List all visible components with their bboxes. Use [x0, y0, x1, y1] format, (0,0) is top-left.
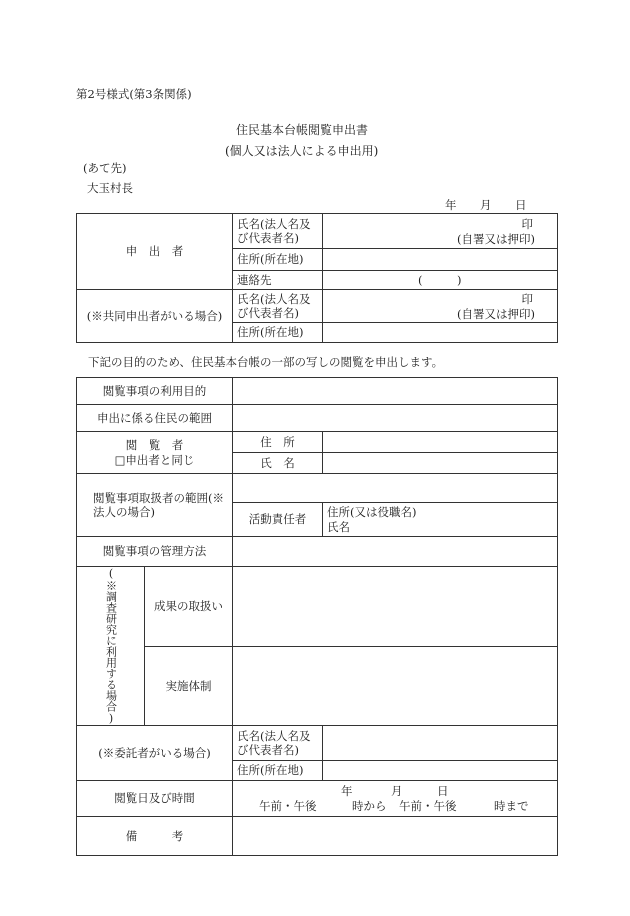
contractor-label: (※委託者がいる場合) — [77, 726, 233, 781]
management-label: 閲覧事項の管理方法 — [77, 537, 233, 567]
date-month: 月 — [480, 198, 492, 212]
applicant-label: 申 出 者 — [77, 214, 233, 290]
activity-manager-field[interactable]: 住所(又は役職名) 氏名 — [323, 503, 558, 537]
joint-name-field[interactable] — [323, 290, 558, 323]
dt-to: 時まで — [494, 799, 529, 813]
research-label: (※調査研究に利用する場合) — [77, 567, 145, 726]
joint-address-field[interactable] — [323, 323, 558, 343]
dt-day: 日 — [437, 784, 449, 798]
applicant-address-label: 住所(所在地) — [233, 249, 323, 271]
form-subtitle: (個人又は法人による申出用) — [225, 144, 379, 158]
applicant-name-label: 氏名(法人名及び代表者名) — [233, 214, 323, 249]
joint-seal-mark: 印 — [521, 292, 533, 306]
dt-ampm-from: 午前・午後 — [259, 799, 317, 813]
handler-field[interactable] — [233, 474, 558, 503]
dt-month: 月 — [391, 784, 403, 798]
viewer-label: 閲 覧 者 □申出者と同じ — [77, 432, 233, 474]
intro-text: 下記の目的のため、住民基本台帳の一部の写しの閲覧を申出します。 — [88, 355, 444, 369]
purpose-label: 閲覧事項の利用目的 — [77, 378, 233, 405]
system-field[interactable] — [233, 646, 558, 726]
viewer-name-field[interactable] — [323, 453, 558, 474]
joint-name-label: 氏名(法人名及び代表者名) — [233, 290, 323, 323]
scope-label: 申出に係る住民の範囲 — [77, 405, 233, 432]
addressee-label: (あて先) — [83, 161, 127, 175]
contact-label: 連絡先 — [233, 271, 323, 290]
contact-field[interactable]: ( ) — [323, 271, 558, 290]
applicant-name-field[interactable] — [323, 214, 558, 249]
scope-field[interactable] — [233, 405, 558, 432]
dt-year: 年 — [341, 784, 353, 798]
form-number: 第2号様式(第3条関係) — [76, 87, 192, 101]
date-day: 日 — [515, 198, 527, 212]
handler-label: 閲覧事項取扱者の範囲(※法人の場合) — [77, 474, 233, 537]
viewer-name-label: 氏 名 — [233, 453, 323, 474]
datetime-field[interactable] — [233, 781, 558, 817]
seal-mark: 印 — [521, 217, 533, 231]
form-title: 住民基本台帳閲覧申出書 — [236, 123, 369, 137]
joint-applicant-label: (※共同申出者がいる場合) — [77, 290, 233, 343]
dt-from: 時から — [352, 799, 387, 813]
viewer-address-label: 住 所 — [233, 432, 323, 453]
applicant-table — [76, 213, 558, 343]
remarks-field[interactable] — [233, 817, 558, 856]
system-label: 実施体制 — [145, 646, 233, 726]
contractor-name-label: 氏名(法人名及び代表者名) — [233, 726, 323, 761]
activity-manager-label: 活動責任者 — [233, 503, 323, 537]
contractor-address-field[interactable] — [323, 761, 558, 781]
same-as-applicant-checkbox[interactable]: □申出者と同じ — [114, 452, 195, 467]
purpose-field[interactable] — [233, 378, 558, 405]
results-label: 成果の取扱い — [145, 567, 233, 647]
detail-table — [76, 377, 558, 856]
applicant-address-field[interactable] — [323, 249, 558, 271]
results-field[interactable] — [233, 567, 558, 647]
seal-note: (自署又は押印) — [457, 232, 535, 246]
contractor-address-label: 住所(所在地) — [233, 761, 323, 781]
joint-seal-note: (自署又は押印) — [457, 307, 535, 321]
addressee: 大玉村長 — [87, 181, 133, 195]
date-year: 年 — [445, 198, 457, 212]
joint-address-label: 住所(所在地) — [233, 323, 323, 343]
management-field[interactable] — [233, 537, 558, 567]
viewer-address-field[interactable] — [323, 432, 558, 453]
contractor-name-field[interactable] — [323, 726, 558, 761]
remarks-label: 備 考 — [77, 817, 233, 856]
datetime-label: 閲覧日及び時間 — [77, 781, 233, 817]
dt-ampm-to: 午前・午後 — [399, 799, 457, 813]
